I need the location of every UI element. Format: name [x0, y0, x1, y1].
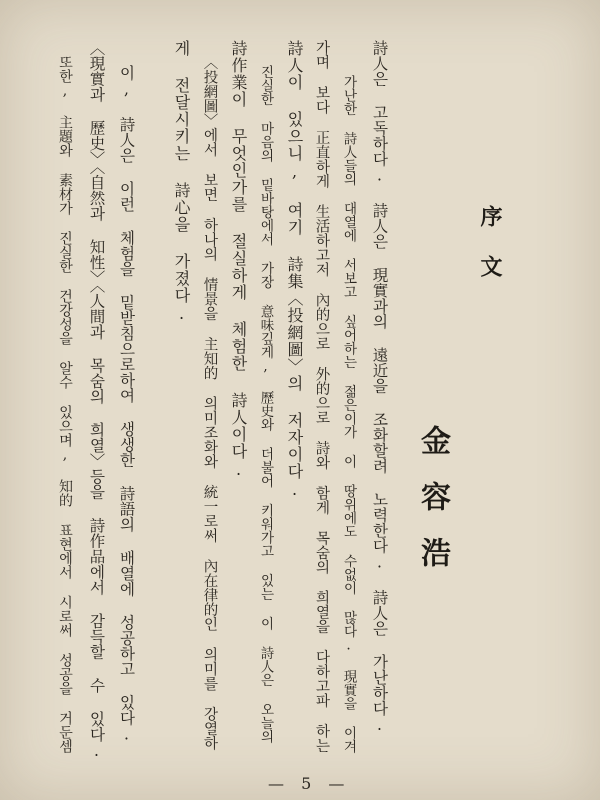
- author-name: 金容浩: [415, 425, 450, 593]
- text-column-9: 이, 詩人은 이런 체험을 밑받침으로하여 생생한 詩語의 배열에 성공하고 있다.: [117, 65, 136, 744]
- text-column-2: 가난한 詩人들의 대열에 서보고 싶어하는 젊은이가 이 땅위에도 수없이 많다. 現實을 이겨: [340, 75, 357, 753]
- preface-title: 序文: [477, 205, 503, 305]
- text-column-10: 〈現實과 歷史〉〈自然과 知性〉〈人間과 목숨의 희열〉등을 詩作品에서 감득할 수 있다.: [87, 40, 106, 760]
- text-column-5: 진실한 마음의 밑바탕에서 가장 意味깊게, 歷史와 더불어 키워가고 있는 이 詩人은 오늘의: [257, 65, 274, 743]
- page-number: — 5 —: [268, 774, 351, 793]
- text-column-3: 가며 보다 正直하게 生活하고저 內的으로 外的으로 詩와 함게 목숨의 희열을 다하고파 하는: [313, 40, 330, 753]
- text-column-6: 詩作業이 무엇인가를 절실하게 체험한 詩人이다.: [229, 40, 248, 480]
- text-column-1: 詩人은 고독하다. 詩人은 現實과의 遠近을 조화할려 노력한다. 詩人은 가난하다.: [370, 40, 389, 734]
- text-column-4: 詩人이 있으니, 여기 詩集〈投網圖〉의 저자이다.: [285, 40, 304, 500]
- text-column-8: 게 전달시키는 詩心을 가졌다.: [172, 40, 191, 324]
- text-column-7: 〈投網圖〉에서 보면 하나의 情景을 主知的 의미조화와 統一로써 內在律的인 의미를 강열하: [201, 55, 218, 750]
- text-column-11: 또한, 主題와 素材가 진실한 건강성을 알수 있으며, 知的 표현에서 시로써 성공을 거둔셈: [57, 55, 73, 753]
